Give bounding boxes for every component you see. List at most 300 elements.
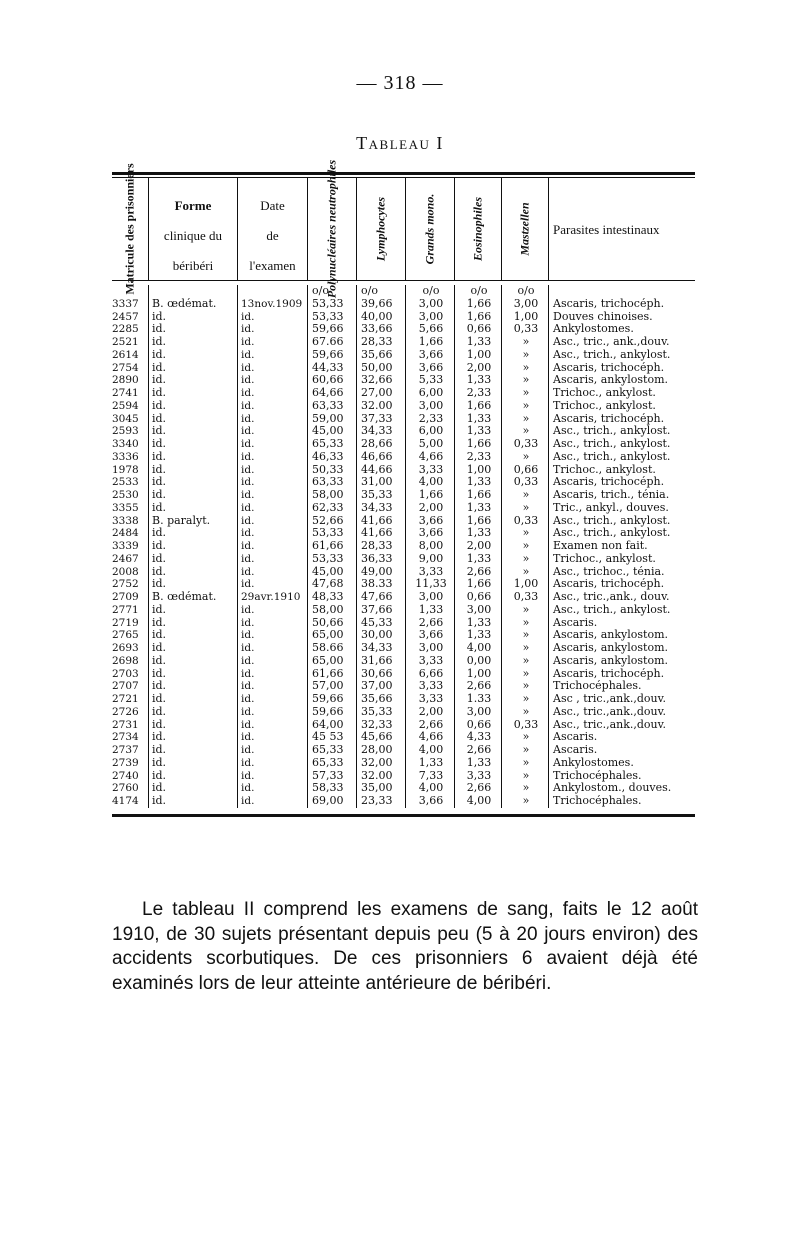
- grands-mono-cell: 6,66: [418, 667, 444, 680]
- polynucleaires-cell: 57,00: [312, 680, 344, 693]
- lymphocytes-cell: 50,00: [361, 361, 393, 374]
- parasites-cell: Ascaris, ankylostom.: [553, 629, 669, 642]
- polynucleaires-cell: 48,33: [312, 591, 344, 603]
- polynucleaires-cell: 44,33: [312, 361, 344, 374]
- polynucleaires-cell: 64,00: [312, 718, 344, 731]
- polynucleaires-cell: 53,33: [312, 527, 344, 540]
- eosinophiles-cell: 1,00: [466, 667, 492, 680]
- polynucleaires-cell: 52,66: [312, 514, 344, 527]
- header-mastzellen-label: Mastzellen: [517, 202, 532, 256]
- parasites-cell: Ascaris, trichocéph.: [553, 476, 665, 489]
- table-row: [112, 476, 695, 489]
- forme-cell: id.: [152, 654, 167, 667]
- page-number: — 318 —: [356, 72, 444, 94]
- matricule-cell: 3338: [112, 514, 139, 527]
- grands-mono-cell: 5,66: [418, 323, 444, 336]
- lymphocytes-cell: 37,33: [361, 412, 393, 425]
- grands-mono-cell: 3,66: [418, 514, 444, 527]
- matricule-cell: 2754: [112, 361, 139, 374]
- matricule-cell: 2709: [112, 591, 139, 603]
- table-row: [112, 298, 695, 311]
- polynucleaires-cell: 65,33: [312, 756, 344, 769]
- forme-cell: id.: [152, 578, 167, 591]
- header-forme-line2: clinique du: [163, 228, 223, 243]
- eosinophiles-cell: 1,33: [466, 501, 492, 514]
- lymphocytes-cell: 35,66: [361, 348, 393, 361]
- date-cell: id.: [241, 756, 255, 769]
- table-row: [112, 451, 695, 464]
- parasites-cell: Asc., trich., ankylost.: [553, 348, 671, 361]
- grands-mono-cell: 3,00: [418, 399, 444, 412]
- matricule-cell: 2765: [112, 629, 139, 642]
- polynucleaires-cell: 53,33: [312, 297, 344, 310]
- polynucleaires-cell: 57,33: [312, 769, 344, 782]
- forme-cell: id.: [152, 680, 167, 693]
- forme-cell: id.: [152, 425, 167, 438]
- parasites-cell: Ascaris, ankylostom.: [553, 374, 669, 387]
- body-paragraph: [112, 898, 698, 996]
- date-cell: id.: [241, 629, 255, 642]
- mastzellen-cell: 0,66: [513, 463, 539, 476]
- eosinophiles-cell: 1,33: [466, 412, 492, 425]
- forme-cell: id.: [152, 718, 167, 731]
- lymphocytes-cell: 31,66: [361, 654, 393, 667]
- matricule-cell: 3340: [112, 438, 139, 450]
- forme-cell: id.: [152, 744, 167, 756]
- forme-cell: id.: [152, 795, 167, 807]
- date-cell: id.: [241, 450, 255, 463]
- forme-cell: id.: [152, 629, 167, 642]
- grands-mono-cell: 3,00: [418, 591, 444, 603]
- mastzellen-cell: »: [522, 374, 530, 387]
- lymphocytes-cell: 35,33: [361, 705, 393, 718]
- parasites-cell: Trichocéphales.: [553, 769, 642, 782]
- mastzellen-cell: »: [522, 450, 530, 463]
- lymphocytes-cell: 36,33: [361, 552, 393, 565]
- header-polynucleaires-label: Polynucléaires neutrophiles: [324, 159, 339, 299]
- grands-mono-cell: 1,66: [418, 336, 444, 348]
- grands-mono-cell: 4,66: [418, 450, 444, 463]
- matricule-cell: 2693: [112, 642, 139, 654]
- mastzellen-cell: »: [522, 782, 530, 795]
- matricule-cell: 2734: [112, 731, 139, 744]
- lymphocytes-cell: 44,66: [361, 463, 393, 476]
- parasites-cell: Douves chinoises.: [553, 310, 653, 323]
- top-rule-thick: [112, 172, 695, 175]
- parasites-cell: Trichocéphales.: [553, 795, 642, 807]
- polynucleaires-cell: 69,00: [312, 795, 344, 807]
- eosinophiles-cell: 3,00: [466, 705, 492, 718]
- eosinophiles-cell: 4,33: [466, 731, 492, 744]
- matricule-cell: 3337: [112, 297, 139, 310]
- table-row: [112, 668, 695, 681]
- matricule-cell: 3045: [112, 412, 139, 425]
- date-cell: id.: [241, 718, 255, 731]
- parasites-cell: Ankylostomes.: [553, 323, 634, 336]
- date-cell: id.: [241, 731, 255, 744]
- mastzellen-cell: »: [522, 667, 530, 680]
- date-cell: id.: [241, 603, 255, 616]
- forme-cell: id.: [152, 476, 167, 489]
- mastzellen-cell: »: [522, 527, 530, 540]
- eosinophiles-cell: 1,33: [466, 374, 492, 387]
- matricule-cell: 1978: [112, 463, 139, 476]
- lymphocytes-cell: 46,66: [361, 450, 393, 463]
- matricule-cell: 2467: [112, 552, 139, 565]
- eosinophiles-cell: 2,66: [466, 782, 492, 795]
- parasites-cell: Asc., trich., ankylost.: [553, 425, 671, 438]
- date-cell: id.: [241, 323, 255, 336]
- parasites-cell: Trichocéphales.: [553, 680, 642, 693]
- bottom-rule: [112, 814, 695, 817]
- unit-cell: o/o: [422, 285, 440, 297]
- eosinophiles-cell: 2,33: [466, 387, 492, 399]
- matricule-cell: 2707: [112, 680, 139, 693]
- lymphocytes-cell: 32.00: [361, 769, 393, 782]
- table-row: [112, 757, 695, 770]
- matricule-cell: 2521: [112, 336, 139, 348]
- lymphocytes-cell: 35,00: [361, 782, 393, 795]
- forme-cell: B. œdémat.: [152, 297, 217, 310]
- lymphocytes-cell: 37,66: [361, 603, 393, 616]
- grands-mono-cell: 2,00: [418, 705, 444, 718]
- forme-cell: id.: [152, 438, 167, 450]
- eosinophiles-cell: 1,66: [466, 489, 492, 501]
- table-row: [112, 400, 695, 413]
- polynucleaires-cell: 65,33: [312, 744, 344, 756]
- mastzellen-cell: »: [522, 412, 530, 425]
- parasites-cell: Asc., tric.,ank.,douv.: [553, 718, 667, 731]
- polynucleaires-cell: 58,00: [312, 489, 344, 501]
- polynucleaires-cell: 65,33: [312, 438, 344, 450]
- parasites-cell: Asc., trich., ankylost.: [553, 450, 671, 463]
- lymphocytes-cell: 30,66: [361, 667, 393, 680]
- grands-mono-cell: 7,33: [418, 769, 444, 782]
- mastzellen-cell: 0,33: [513, 323, 539, 336]
- table-row: [112, 387, 695, 400]
- parasites-cell: Trichoc., ankylost.: [553, 552, 656, 565]
- forme-cell: id.: [152, 399, 167, 412]
- eosinophiles-cell: 1.33: [466, 693, 492, 705]
- mastzellen-cell: »: [522, 705, 530, 718]
- grands-mono-cell: 3,00: [418, 310, 444, 323]
- eosinophiles-cell: 0,66: [466, 718, 492, 731]
- table-body: [112, 285, 695, 808]
- lymphocytes-cell: 32.00: [361, 399, 393, 412]
- forme-cell: id.: [152, 412, 167, 425]
- grands-mono-cell: 3,00: [418, 297, 444, 310]
- mastzellen-cell: »: [522, 489, 530, 501]
- header-eosinophiles: [454, 178, 501, 280]
- header-forme-line1: Forme: [174, 198, 212, 213]
- lymphocytes-cell: 47,66: [361, 591, 393, 603]
- forme-cell: id.: [152, 705, 167, 718]
- polynucleaires-cell: 59,66: [312, 323, 344, 336]
- parasites-cell: Asc., trich., ankylost.: [553, 603, 671, 616]
- eosinophiles-cell: 1,33: [466, 336, 492, 348]
- forme-cell: id.: [152, 782, 167, 795]
- parasites-cell: Ascaris, ankylostom.: [553, 654, 669, 667]
- header-matricule-label: Matricule des prisonniers: [122, 163, 137, 295]
- eosinophiles-cell: 1,33: [466, 756, 492, 769]
- parasites-cell: Asc., tric., ank.,douv.: [553, 336, 670, 348]
- date-cell: id.: [241, 310, 255, 323]
- parasites-cell: Examen non fait.: [553, 540, 648, 552]
- lymphocytes-cell: 28,33: [361, 540, 393, 552]
- grands-mono-cell: 3,33: [418, 463, 444, 476]
- lymphocytes-cell: 37,00: [361, 680, 393, 693]
- table-row: [112, 655, 695, 668]
- eosinophiles-cell: 1,33: [466, 476, 492, 489]
- table-row: [112, 706, 695, 719]
- grands-mono-cell: 2,66: [418, 616, 444, 629]
- mastzellen-cell: »: [522, 756, 530, 769]
- eosinophiles-cell: 2,00: [466, 361, 492, 374]
- grands-mono-cell: 6,00: [418, 387, 444, 399]
- forme-cell: id.: [152, 540, 167, 552]
- grands-mono-cell: 4,00: [418, 782, 444, 795]
- polynucleaires-cell: 50,66: [312, 616, 344, 629]
- lymphocytes-cell: 23,33: [361, 795, 393, 807]
- forme-cell: id.: [152, 463, 167, 476]
- matricule-cell: 2741: [112, 387, 139, 399]
- forme-cell: id.: [152, 348, 167, 361]
- matricule-cell: 2533: [112, 476, 139, 489]
- forme-cell: id.: [152, 336, 167, 348]
- date-cell: id.: [241, 782, 255, 795]
- parasites-cell: Asc., tric.,ank.,douv.: [553, 705, 667, 718]
- eosinophiles-cell: 0,66: [466, 323, 492, 336]
- grands-mono-cell: 4,00: [418, 476, 444, 489]
- table-row: [112, 578, 695, 591]
- eosinophiles-cell: 1,66: [466, 514, 492, 527]
- mastzellen-cell: »: [522, 603, 530, 616]
- parasites-cell: Trichoc., ankylost.: [553, 463, 656, 476]
- date-cell: id.: [241, 336, 255, 348]
- table-row: [112, 719, 695, 732]
- header-mastzellen: [501, 178, 548, 280]
- lymphocytes-cell: 28,00: [361, 744, 393, 756]
- matricule-cell: 2771: [112, 603, 139, 616]
- table-row: [112, 425, 695, 438]
- grands-mono-cell: 6,00: [418, 425, 444, 438]
- lymphocytes-cell: 30,00: [361, 629, 393, 642]
- table-row: [112, 591, 695, 604]
- table-row: [112, 553, 695, 566]
- units-row: [112, 285, 695, 298]
- lymphocytes-cell: 31,00: [361, 476, 393, 489]
- table-row: [112, 374, 695, 387]
- matricule-cell: 2703: [112, 667, 139, 680]
- mastzellen-cell: »: [522, 629, 530, 642]
- date-cell: id.: [241, 489, 255, 501]
- mastzellen-cell: »: [522, 336, 530, 348]
- matricule-cell: 2457: [112, 310, 139, 323]
- mastzellen-cell: »: [522, 795, 530, 807]
- lymphocytes-cell: 40,00: [361, 310, 393, 323]
- mastzellen-cell: »: [522, 552, 530, 565]
- grands-mono-cell: 3,00: [418, 642, 444, 654]
- polynucleaires-cell: 61,66: [312, 667, 344, 680]
- matricule-cell: 3355: [112, 501, 139, 514]
- grands-mono-cell: 3,33: [418, 680, 444, 693]
- date-cell: id.: [241, 552, 255, 565]
- grands-mono-cell: 3,33: [418, 654, 444, 667]
- polynucleaires-cell: 67.66: [312, 336, 344, 348]
- lymphocytes-cell: 34,33: [361, 501, 393, 514]
- date-cell: id.: [241, 348, 255, 361]
- table-title: Tableau I: [356, 133, 444, 153]
- grands-mono-cell: 4,66: [418, 731, 444, 744]
- parasites-cell: Ankylostom., douves.: [553, 782, 672, 795]
- matricule-cell: 2484: [112, 527, 139, 540]
- grands-mono-cell: 2,66: [418, 718, 444, 731]
- table-row: [112, 566, 695, 579]
- mastzellen-cell: 0,33: [513, 514, 539, 527]
- forme-cell: id.: [152, 374, 167, 387]
- polynucleaires-cell: 60,66: [312, 374, 344, 387]
- lymphocytes-cell: 33,66: [361, 323, 393, 336]
- polynucleaires-cell: 47,68: [312, 578, 344, 591]
- rows-container: [112, 298, 695, 808]
- mastzellen-cell: »: [522, 361, 530, 374]
- grands-mono-cell: 1,33: [418, 756, 444, 769]
- table-row: [112, 502, 695, 515]
- parasites-cell: Tric., ankyl., douves.: [553, 501, 669, 514]
- forme-cell: B. paralyt.: [152, 514, 211, 527]
- eosinophiles-cell: 2,66: [466, 744, 492, 756]
- header-date-line1: Date: [260, 198, 285, 213]
- lymphocytes-cell: 32,66: [361, 374, 393, 387]
- mastzellen-cell: »: [522, 565, 530, 578]
- date-cell: id.: [241, 705, 255, 718]
- header-parasites: [548, 178, 695, 280]
- polynucleaires-cell: 58.66: [312, 642, 344, 654]
- lymphocytes-cell: 49,00: [361, 565, 393, 578]
- matricule-cell: 2760: [112, 782, 139, 795]
- forme-cell: id.: [152, 387, 167, 399]
- polynucleaires-cell: 58,33: [312, 782, 344, 795]
- mastzellen-cell: »: [522, 769, 530, 782]
- grands-mono-cell: 3,66: [418, 629, 444, 642]
- lymphocytes-cell: 35,66: [361, 693, 393, 705]
- mastzellen-cell: 0,33: [513, 718, 539, 731]
- table-row: [112, 527, 695, 540]
- date-cell: id.: [241, 476, 255, 489]
- table-row: [112, 489, 695, 502]
- header-matricule: [112, 163, 148, 295]
- parasites-cell: Asc., trich., ankylost.: [553, 438, 671, 450]
- forme-cell: id.: [152, 642, 167, 654]
- grands-mono-cell: 3,66: [418, 527, 444, 540]
- table-row: [112, 464, 695, 477]
- polynucleaires-cell: 45,00: [312, 425, 344, 438]
- matricule-cell: 2737: [112, 744, 139, 756]
- forme-cell: id.: [152, 552, 167, 565]
- eosinophiles-cell: 2,00: [466, 540, 492, 552]
- eosinophiles-cell: 1,66: [466, 438, 492, 450]
- lymphocytes-cell: 27,00: [361, 387, 393, 399]
- polynucleaires-cell: 45,00: [312, 565, 344, 578]
- polynucleaires-cell: 61,66: [312, 540, 344, 552]
- date-cell: id.: [241, 540, 255, 552]
- eosinophiles-cell: 1,33: [466, 527, 492, 540]
- date-cell: id.: [241, 374, 255, 387]
- forme-cell: id.: [152, 489, 167, 501]
- polynucleaires-cell: 50,33: [312, 463, 344, 476]
- eosinophiles-cell: 1,66: [466, 310, 492, 323]
- table-row: [112, 515, 695, 528]
- eosinophiles-cell: 1,66: [466, 399, 492, 412]
- forme-cell: B. œdémat.: [152, 591, 217, 603]
- forme-cell: id.: [152, 527, 167, 540]
- grands-mono-cell: 1,33: [418, 603, 444, 616]
- forme-cell: id.: [152, 565, 167, 578]
- eosinophiles-cell: 1,33: [466, 552, 492, 565]
- date-cell: id.: [241, 438, 255, 450]
- parasites-cell: Ascaris, ankylostom.: [553, 642, 669, 654]
- date-cell: id.: [241, 514, 255, 527]
- table-row: [112, 413, 695, 426]
- matricule-cell: 2285: [112, 323, 139, 336]
- grands-mono-cell: 2,33: [418, 412, 444, 425]
- grands-mono-cell: 4,00: [418, 744, 444, 756]
- lymphocytes-cell: 35,33: [361, 489, 393, 501]
- parasites-cell: Asc., tric.,ank., douv.: [553, 591, 670, 603]
- table-row: [112, 323, 695, 336]
- parasites-cell: Ascaris, trichocéph.: [553, 412, 665, 425]
- table-row: [112, 311, 695, 324]
- parasites-cell: Ascaris.: [553, 731, 598, 744]
- parasites-cell: Asc., trichoc., ténia.: [553, 565, 665, 578]
- matricule-cell: 2593: [112, 425, 139, 438]
- polynucleaires-cell: 59,66: [312, 693, 344, 705]
- paragraph-text: Le tableau II comprend les examens de sang, faits le 12 août 1910, de 30 sujets présentant depuis peu (5 à 20 jours environ) des accidents scorbutiques. De ces prisonniers 6 avaient déjà été examinés lors de leur atteinte antérieure de béribéri.: [112, 899, 698, 994]
- eosinophiles-cell: 1,33: [466, 616, 492, 629]
- forme-cell: id.: [152, 501, 167, 514]
- table-row: [112, 642, 695, 655]
- eosinophiles-cell: 3,33: [466, 769, 492, 782]
- grands-mono-cell: 5,33: [418, 374, 444, 387]
- forme-cell: id.: [152, 450, 167, 463]
- matricule-cell: 2740: [112, 769, 139, 782]
- date-cell: id.: [241, 642, 255, 654]
- eosinophiles-cell: 4,00: [466, 642, 492, 654]
- eosinophiles-cell: 2,66: [466, 565, 492, 578]
- table-row: [112, 744, 695, 757]
- date-cell: id.: [241, 654, 255, 667]
- header-forme-line3: béribéri: [172, 258, 214, 273]
- mastzellen-cell: 3,00: [513, 297, 539, 310]
- matricule-cell: 2530: [112, 489, 139, 501]
- forme-cell: id.: [152, 693, 167, 705]
- table-row: [112, 438, 695, 451]
- header-lymphocytes-label: Lymphocytes: [373, 196, 388, 262]
- header-date-line3: l'examen: [249, 258, 296, 273]
- parasites-cell: Trichoc., ankylost.: [553, 387, 656, 399]
- lymphocytes-cell: 28,66: [361, 438, 393, 450]
- date-cell: id.: [241, 578, 255, 591]
- parasites-cell: Asc., trich., ankylost.: [553, 514, 671, 527]
- polynucleaires-cell: 64,66: [312, 387, 344, 399]
- eosinophiles-cell: 1,00: [466, 463, 492, 476]
- date-cell: id.: [241, 361, 255, 374]
- date-cell: id.: [241, 412, 255, 425]
- date-cell: id.: [241, 795, 255, 807]
- mastzellen-cell: »: [522, 387, 530, 399]
- parasites-cell: Ascaris, trichocéph.: [553, 297, 665, 310]
- grands-mono-cell: 3,66: [418, 361, 444, 374]
